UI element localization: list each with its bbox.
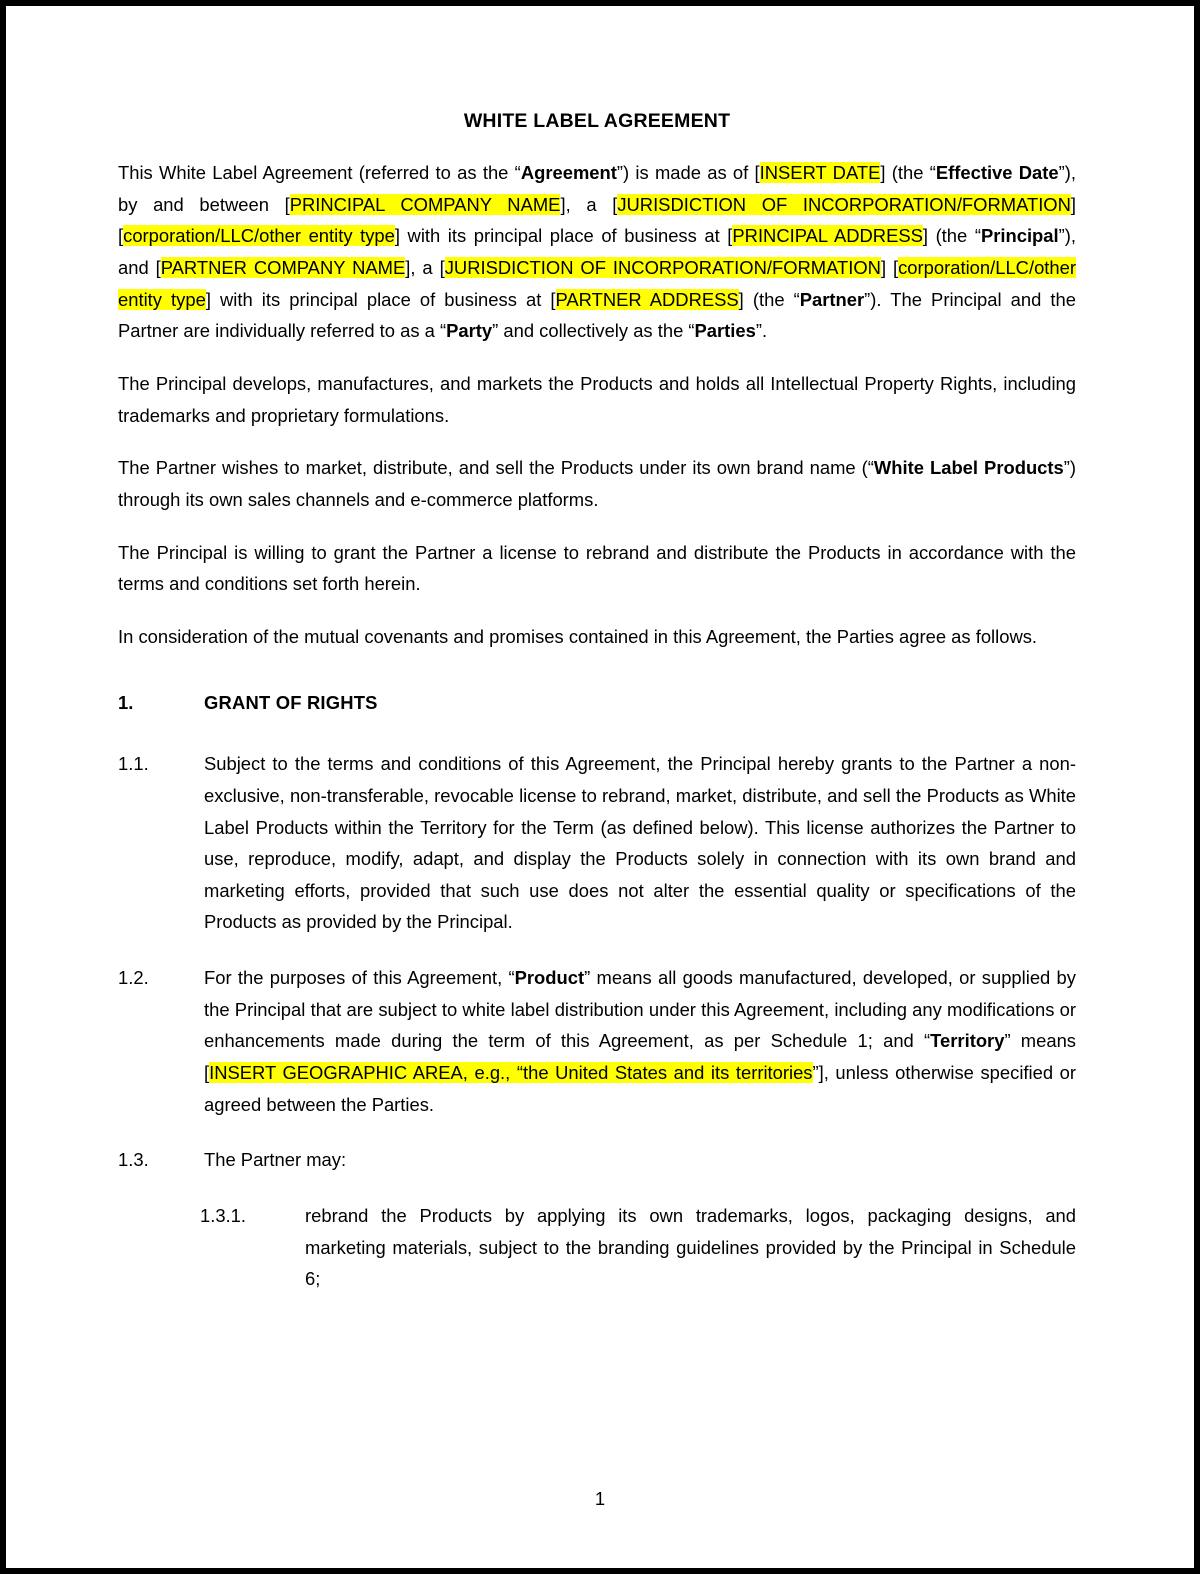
- text-segment: ], a [: [560, 193, 618, 215]
- clause-heading-text: GRANT OF RIGHTS: [204, 691, 378, 713]
- term-parties: Parties: [694, 320, 756, 342]
- text-segment: ”) through its own sales channels and e-commerce platforms.: [118, 457, 1077, 510]
- preamble-paragraph-4: The Principal is willing to grant the Partner a license to rebrand and distribute the Products in accordance with the terms and conditions set forth herein.: [118, 541, 1076, 595]
- placeholder-principal-company-name: PRINCIPAL COMPANY NAME: [289, 193, 561, 215]
- clause-1-heading: [118, 687, 1076, 719]
- preamble-paragraph-1: [118, 157, 1076, 347]
- text-segment: ”], unless otherwise specified or agreed between the Parties.: [204, 1062, 1076, 1115]
- clause-number: 1.3.1.: [200, 1205, 247, 1227]
- page-number: 1: [594, 1488, 606, 1509]
- placeholder-partner-address: PARTNER ADDRESS: [555, 288, 739, 310]
- text-segment: The Partner wishes to market, distribute, and sell the Products under its own brand name (“: [118, 457, 874, 479]
- document-sheet: [6, 6, 1194, 1568]
- text-segment: ] (the “: [880, 162, 936, 183]
- term-white-label-products: White Label Products: [873, 457, 1064, 479]
- preamble-paragraph-5: In consideration of the mutual covenants and promises contained in this Agreement, the Parties agree as follows.: [118, 625, 1038, 647]
- placeholder-insert-date: INSERT DATE: [759, 162, 881, 183]
- clause-text: rebrand the Products by applying its own trademarks, logos, packaging designs, and marketing materials, subject to the branding guidelines provided by the Principal in Schedule 6;: [305, 1205, 1076, 1290]
- clause-number: 1.2.: [118, 967, 149, 989]
- term-party: Party: [446, 320, 493, 342]
- clause-number: 1.1.: [118, 753, 149, 775]
- text-segment: ”). The Principal and the Partner are individually referred to as a “: [118, 288, 1076, 342]
- text-segment: ] [: [118, 193, 1077, 247]
- text-segment: ”) is made as of [: [616, 162, 760, 183]
- text-segment: This White Label Agreement (referred to as the “: [118, 162, 521, 183]
- placeholder-principal-address: PRINCIPAL ADDRESS: [732, 225, 923, 247]
- clause-1-3: [118, 1144, 1076, 1176]
- text-segment: ], a [: [405, 256, 445, 278]
- term-partner: Partner: [799, 288, 865, 310]
- clause-number: 1.: [118, 691, 134, 713]
- term-principal: Principal: [980, 225, 1059, 247]
- term-product: Product: [514, 967, 585, 989]
- text-segment: ”), and [: [118, 225, 1076, 278]
- clause-1-1: [118, 748, 1076, 938]
- text-segment: ” means [: [204, 1030, 1077, 1084]
- preamble-paragraph-3: [118, 452, 1076, 515]
- clause-1-2: [118, 962, 1076, 1120]
- clause-text: Subject to the terms and conditions of this Agreement, the Principal hereby grants to the Partner a non-exclusive, non-transferable, revocable license to rebrand, market, distribute, and sell the Products as White Label Products within the Territory for the Term (as defined below). This license authorizes the Partner to use, reproduce, modify, adapt, and display the Products solely in connection with its own brand and marketing efforts, provided that such use does not alter the essential quality or specifications of the Products as provided by the Principal.: [204, 753, 1076, 933]
- clause-text: The Partner may:: [204, 1149, 347, 1171]
- placeholder-entity-type-1: corporation/LLC/other entity type: [123, 225, 395, 247]
- text-segment: For the purposes of this Agreement, “: [204, 967, 515, 989]
- text-segment: ] (the “: [738, 288, 800, 310]
- text-segment: ] with its principal place of business at [: [394, 225, 733, 247]
- text-segment: ] [: [880, 256, 899, 278]
- clause-text: [204, 962, 1076, 1120]
- text-segment: ”), by and between [: [118, 162, 1076, 215]
- placeholder-jurisdiction-2: JURISDICTION OF INCORPORATION/FORMATION: [444, 256, 881, 278]
- text-segment: ”.: [755, 320, 768, 342]
- text-segment: ” means all goods manufactured, developed, or supplied by the Principal that are subject to white label distribution under this Agreement, including any modifications or enhancements made during the term of this Agreement, as per Schedule 1; and “: [204, 967, 1076, 1052]
- text-segment: ] with its principal place of business at [: [205, 288, 556, 310]
- clause-number: 1.3.: [118, 1149, 149, 1171]
- term-agreement: Agreement: [520, 162, 617, 183]
- text-segment: ] (the “: [922, 225, 981, 247]
- text-segment: ” and collectively as the “: [492, 320, 695, 342]
- page-title: WHITE LABEL AGREEMENT: [463, 110, 731, 132]
- term-effective-date: Effective Date: [935, 162, 1059, 183]
- clause-1-3-1: [118, 1200, 1076, 1295]
- placeholder-partner-company-name: PARTNER COMPANY NAME: [160, 256, 406, 278]
- placeholder-entity-type-2: corporation/LLC/other entity type: [118, 256, 1076, 310]
- placeholder-jurisdiction-1: JURISDICTION OF INCORPORATION/FORMATION: [617, 193, 1071, 215]
- placeholder-geographic-area: INSERT GEOGRAPHIC AREA, e.g., “the United States and its territories: [209, 1062, 813, 1084]
- preamble-paragraph-2: The Principal develops, manufactures, and markets the Products and holds all Intellectual Property Rights, including trademarks and proprietary formulations.: [118, 372, 1076, 426]
- term-territory: Territory: [930, 1030, 1005, 1052]
